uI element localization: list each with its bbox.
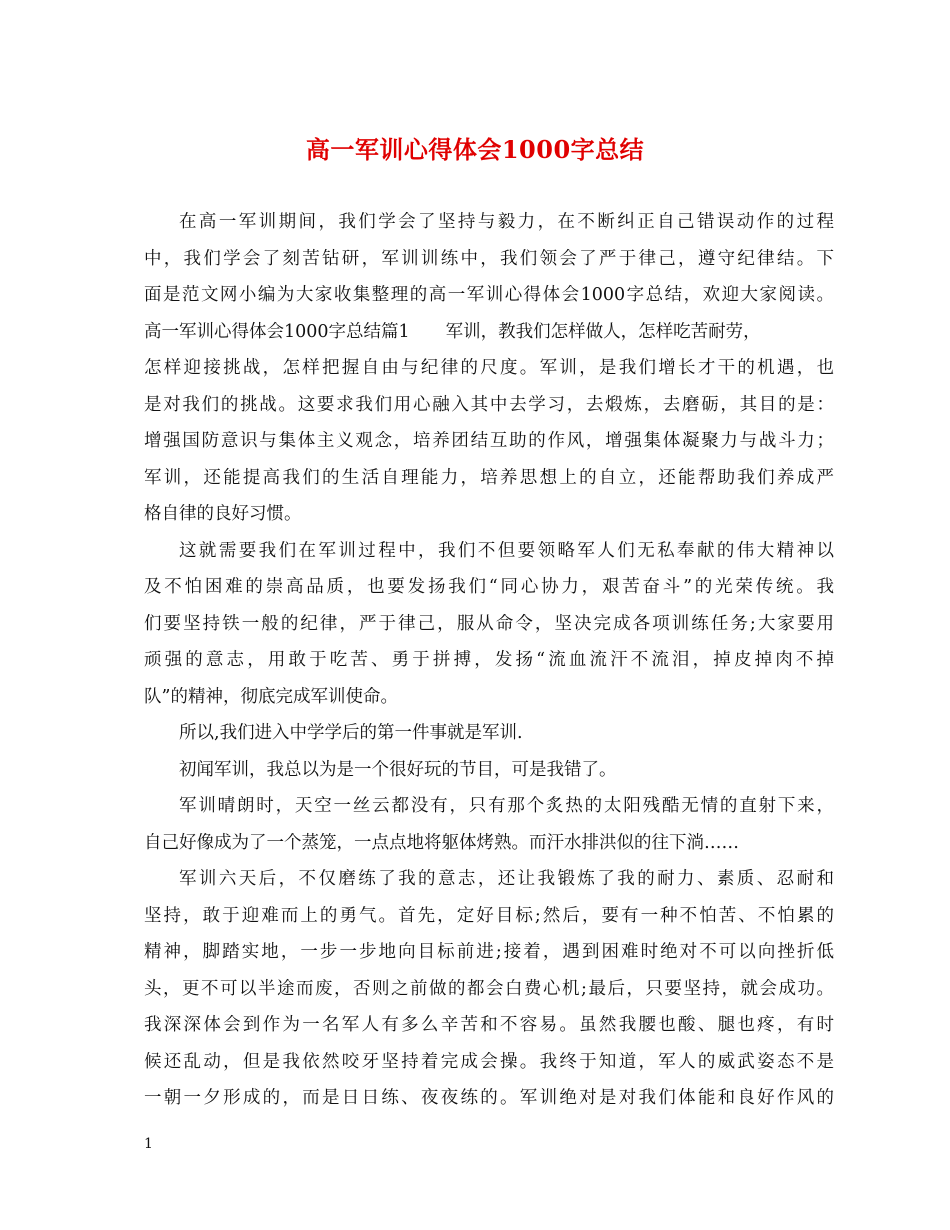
text-line: 们要坚持铁一般的纪律，严于律己，服从命令，坚决完成各项训练任务;大家要用 [144,613,834,634]
text-line: 怎样迎接挑战，怎样把握自由与纪律的尺度。军训，是我们增长才干的机遇，也 [144,358,834,378]
text-line: 精神，脚踏实地，一步一步地向目标前进;接着，遇到困难时绝对不可以向挫折低 [144,942,834,962]
text-line: 军训六天后，不仅磨练了我的意志，还让我锻炼了我的耐力、素质、忍耐和 [179,869,834,889]
text-line: 这就需要我们在军训过程中，我们不但要领略军人们无私奉献的伟大精神以 [179,540,834,561]
text-line: 自己好像成为了一个蒸笼，一点点地将躯体烤熟。而汗水排洪似的往下淌…… [144,832,739,853]
text-line: 军训，还能提高我们的生活自理能力，培养思想上的自立，还能帮助我们养成严 [144,467,834,488]
text-line-mixed [144,314,834,351]
text-line: 增强国防意识与集体主义观念，培养团结互助的作风，增强集体凝聚力与战斗力； [144,431,834,451]
section-heading: 高一军训心得体会1000字总结篇1 [144,321,410,342]
text-line: 头，更不可以半途而废，否则之前做的都会白费心机;最后，只要坚持，就会成功。 [144,978,834,999]
text-line: 面是范文网小编为大家收集整理的高一军训心得体会1000字总结，欢迎大家阅读。 [144,285,834,305]
text-line: 中，我们学会了刻苦钻研，军训训练中，我们领会了严于律己，遵守纪律结。下 [144,248,834,269]
document-body [144,204,834,1117]
text-line: 初闻军训，我总以为是一个很好玩的节目，可是我错了。 [179,759,617,780]
text-line: 我深深体会到作为一名军人有多么辛苦和不容易。虽然我腰也酸、腿也疼，有时 [144,1015,834,1035]
text-line: 是对我们的挑战。这要求我们用心融入其中去学习，去煅炼，去磨砺，其目的是： [144,394,834,415]
document-title: 高一军训心得体会1000字总结 [305,135,645,164]
text-line: 队”的精神，彻底完成军训使命。 [144,686,398,707]
page-number: 1 [144,1136,153,1152]
text-line: 军训晴朗时，天空一丝云都没有，只有那个炙热的太阳残酷无情的直射下来， [179,796,834,816]
text-line: 所以,我们进入中学学后的第一件事就是军训. [179,723,523,743]
text-line: 及不怕困难的崇高品质，也要发扬我们“同心协力，艰苦奋斗”的光荣传统。我 [144,577,834,597]
text-line: 顽强的意志，用敢于吃苦、勇于拼搏，发扬“流血流汗不流泪，掉皮掉肉不掉 [144,650,834,670]
text-line: 坚持，敢于迎难而上的勇气。首先，定好目标;然后，要有一种不怕苦、不怕累的 [144,905,834,926]
text-line: 一朝一夕形成的，而是日日练、夜夜练的。军训绝对是对我们体能和良好作风的 [144,1088,834,1108]
text-line: 候还乱动，但是我依然咬牙坚持着完成会操。我终于知道，军人的威武姿态不是 [144,1051,834,1072]
text-fragment: 军训，教我们怎样做人，怎样吃苦耐劳， [445,321,761,342]
text-line: 格自律的良好习惯。 [144,504,302,524]
text-line: 在高一军训期间，我们学会了坚持与毅力，在不断纠正自己错误动作的过程 [179,212,834,232]
